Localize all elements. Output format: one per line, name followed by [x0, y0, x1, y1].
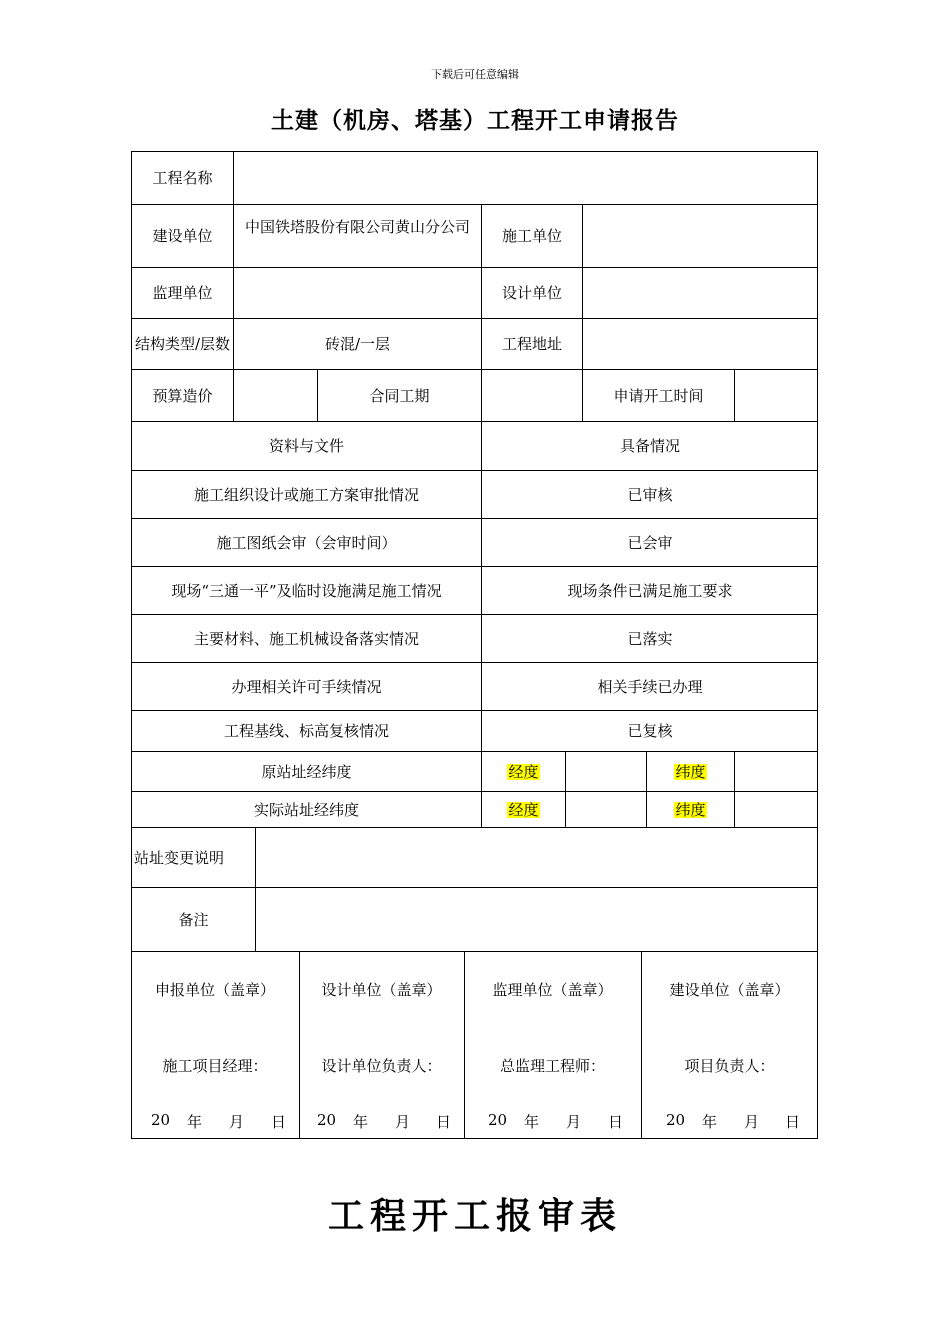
remarks-label: 备注 — [131, 887, 255, 951]
designer-label: 设计单位 — [481, 267, 582, 318]
signature-person: 项目负责人： — [684, 1057, 775, 1075]
actual-coords-label: 实际站址经纬度 — [131, 791, 481, 827]
structure-value[interactable]: 砖混/一层 — [233, 318, 481, 369]
actual-latitude-label — [646, 791, 734, 827]
checklist-item: 施工图纸会审（会审时间） — [131, 518, 481, 566]
signature-unit: 设计单位（盖章） — [321, 981, 442, 999]
date-day: 日 — [271, 1113, 287, 1131]
original-coords-label: 原站址经纬度 — [131, 751, 481, 791]
checklist-status[interactable]: 已落实 — [481, 614, 818, 662]
signature-unit: 建设单位（盖章） — [669, 981, 790, 999]
constructor-value[interactable] — [582, 204, 818, 267]
checklist-status[interactable]: 现场条件已满足施工要求 — [481, 566, 818, 614]
latitude-highlight: 纬度 — [675, 800, 706, 819]
date-year: 年 — [353, 1113, 369, 1131]
checklist-status[interactable]: 相关手续已办理 — [481, 662, 818, 710]
supervisor-label: 监理单位 — [131, 267, 233, 318]
signature-person: 总监理工程师： — [499, 1057, 605, 1075]
project-name-value[interactable] — [233, 151, 818, 204]
remarks-value[interactable] — [255, 887, 818, 951]
checklist-status[interactable]: 已审核 — [481, 470, 818, 518]
budget-value[interactable] — [233, 369, 317, 421]
date-month: 月 — [744, 1113, 760, 1131]
budget-label: 预算造价 — [131, 369, 233, 421]
bottom-title: 工程开工报审表 — [327, 1195, 622, 1237]
date-year: 年 — [187, 1113, 203, 1131]
signature-applicant — [131, 951, 299, 1139]
checklist-item: 主要材料、施工机械设备落实情况 — [131, 614, 481, 662]
signature-person: 设计单位负责人： — [321, 1057, 442, 1075]
site-change-value[interactable] — [255, 827, 818, 887]
date-year-prefix: 20 — [666, 1111, 686, 1129]
longitude-highlight: 经度 — [508, 762, 539, 781]
address-label: 工程地址 — [481, 318, 582, 369]
start-time-label: 申请开工时间 — [582, 369, 734, 421]
date-month: 月 — [566, 1113, 582, 1131]
original-latitude-value[interactable] — [734, 751, 818, 791]
date-day: 日 — [608, 1113, 624, 1131]
date-day: 日 — [436, 1113, 452, 1131]
original-latitude-label — [646, 751, 734, 791]
supervisor-value[interactable] — [233, 267, 481, 318]
site-change-label: 站址变更说明 — [131, 827, 255, 887]
contract-value[interactable] — [481, 369, 582, 421]
date-month: 月 — [395, 1113, 411, 1131]
checklist-status[interactable]: 已复核 — [481, 710, 818, 751]
checklist-header-status: 具备情况 — [481, 421, 818, 470]
checklist-item: 现场“三通一平”及临时设施满足施工情况 — [131, 566, 481, 614]
date-year-prefix: 20 — [488, 1111, 508, 1129]
date-day: 日 — [785, 1113, 801, 1131]
date-month: 月 — [229, 1113, 245, 1131]
signature-designer — [299, 951, 464, 1139]
designer-value[interactable] — [582, 267, 818, 318]
signature-unit: 申报单位（盖章） — [154, 981, 275, 999]
address-value[interactable] — [582, 318, 818, 369]
builder-value[interactable]: 中国铁塔股份有限公司黄山分公司 — [233, 204, 481, 267]
date-year: 年 — [702, 1113, 718, 1131]
project-name-label: 工程名称 — [131, 151, 233, 204]
checklist-header-item: 资料与文件 — [131, 421, 481, 470]
signature-supervisor — [464, 951, 641, 1139]
original-longitude-value[interactable] — [565, 751, 646, 791]
constructor-label: 施工单位 — [481, 204, 582, 267]
date-year: 年 — [524, 1113, 540, 1131]
actual-longitude-value[interactable] — [565, 791, 646, 827]
actual-latitude-value[interactable] — [734, 791, 818, 827]
signature-unit: 监理单位（盖章） — [492, 981, 613, 999]
date-year-prefix: 20 — [151, 1111, 171, 1129]
latitude-highlight: 纬度 — [675, 762, 706, 781]
date-year-prefix: 20 — [317, 1111, 337, 1129]
contract-label: 合同工期 — [317, 369, 481, 421]
checklist-status[interactable]: 已会审 — [481, 518, 818, 566]
structure-label: 结构类型/层数 — [131, 318, 233, 369]
header-note: 下载后可任意编辑 — [431, 68, 519, 81]
start-time-value[interactable] — [734, 369, 818, 421]
longitude-highlight: 经度 — [508, 800, 539, 819]
checklist-item: 施工组织设计或施工方案审批情况 — [131, 470, 481, 518]
original-longitude-label — [481, 751, 565, 791]
page-title: 土建（机房、塔基）工程开工申请报告 — [271, 107, 679, 134]
actual-longitude-label — [481, 791, 565, 827]
builder-label: 建设单位 — [131, 204, 233, 267]
signature-builder — [641, 951, 818, 1139]
checklist-item: 办理相关许可手续情况 — [131, 662, 481, 710]
signature-person: 施工项目经理： — [162, 1057, 268, 1075]
checklist-item: 工程基线、标高复核情况 — [131, 710, 481, 751]
